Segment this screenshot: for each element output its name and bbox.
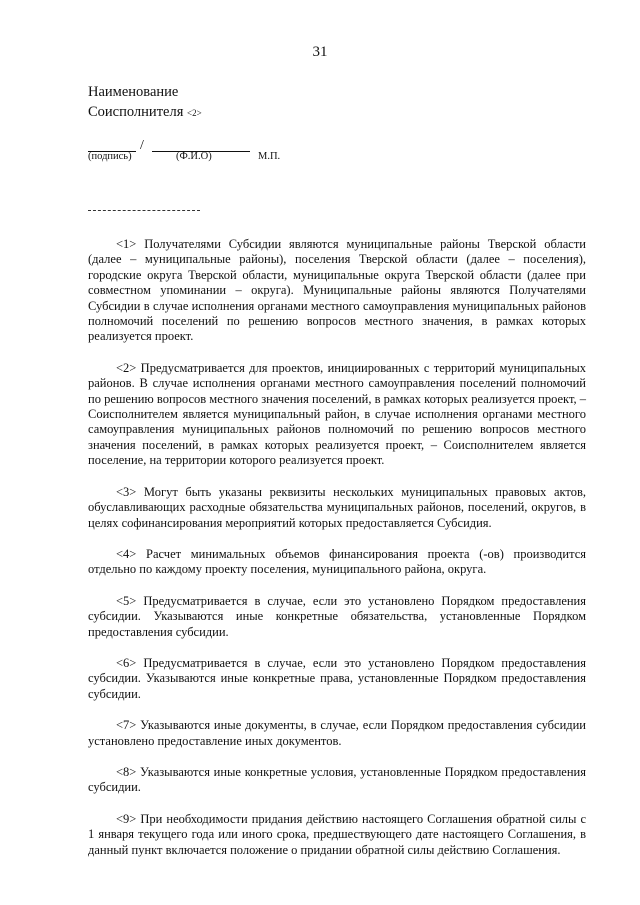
footnote-2: <2> Предусматривается для проектов, инициированных с территорий муниципальных районов. В случае исполнения органами местного самоуправления поселений полномочий по решению вопросов местного значения поселений, в рамках которых реализуется проект, – Соисполнителем является муниципальный район, в случае исполнения органами местного самоуправления муниципальных районов полномочий по решению вопросов местного значения поселений, в рамках которых реализуется проект, – Соисполнителем является поселение, на территории которого реализуется проект. — [88, 360, 586, 468]
footnote-9: <9> При необходимости придания действию настоящего Соглашения обратной силы с 1 января текущего года или иного срока, предшествующего дате настоящего Соглашения, в данный пункт включается положение о придании обратной силы действию Соглашения. — [88, 811, 586, 857]
footnote-4: <4> Расчет минимальных объемов финансирования проекта (-ов) производится отдельно по каждому проекту поселения, муниципального района, округа. — [88, 546, 586, 577]
footnote-divider — [88, 210, 200, 211]
footnote-5: <5> Предусматривается в случае, если это установлено Порядком предоставления субсидии. Указываются иные конкретные обязательства, установленные Порядком предоставления субсидии. — [88, 593, 586, 639]
footnote-8: <8> Указываются иные конкретные условия, установленные Порядком предоставления субсидии. — [88, 764, 586, 795]
signature-caption: (подпись) — [88, 151, 132, 162]
header-line-2: Соисполнителя — [88, 104, 184, 120]
header-line-1: Наименование — [88, 84, 179, 100]
page-number: 31 — [312, 44, 328, 60]
footnote-7: <7> Указываются иные документы, в случае, если Порядком предоставления субсидии установлено предоставление иных документов. — [88, 718, 586, 748]
footnote-ref: <2> — [187, 108, 202, 118]
name-caption: (Ф.И.О) — [176, 151, 212, 162]
footnote-1: <1> Получателями Субсидии являются муниципальные районы Тверской области (далее – муниципальные районы), поселения Тверской области (далее – поселения), городские округа Тверской области, муниципальные округа Тверской области (далее при совместном упоминании – округа). Муниципальные районы являются Получателями Субсидии в случае исполнения органами местного самоуправления муниципальных районов полномочий поселений по решению вопросов местного значения, в рамках которых реализуется проект. — [88, 237, 586, 344]
header-title — [88, 82, 202, 123]
signature-slash: / — [140, 138, 144, 153]
signature-block — [88, 140, 588, 180]
footnotes — [88, 237, 586, 874]
footnote-6: <6> Предусматривается в случае, если это установлено Порядком предоставления субсидии. Указываются иные конкретные права, установленные Порядком предоставления субсидии. — [88, 655, 586, 701]
footnote-3: <3> Могут быть указаны реквизиты нескольких муниципальных правовых актов, обуславливающих расходные обязательства муниципальных районов, поселений, округов, в целях софинансирования мероприятий которых предоставляется Субсидия. — [88, 484, 586, 530]
seal-caption: М.П. — [258, 151, 281, 162]
